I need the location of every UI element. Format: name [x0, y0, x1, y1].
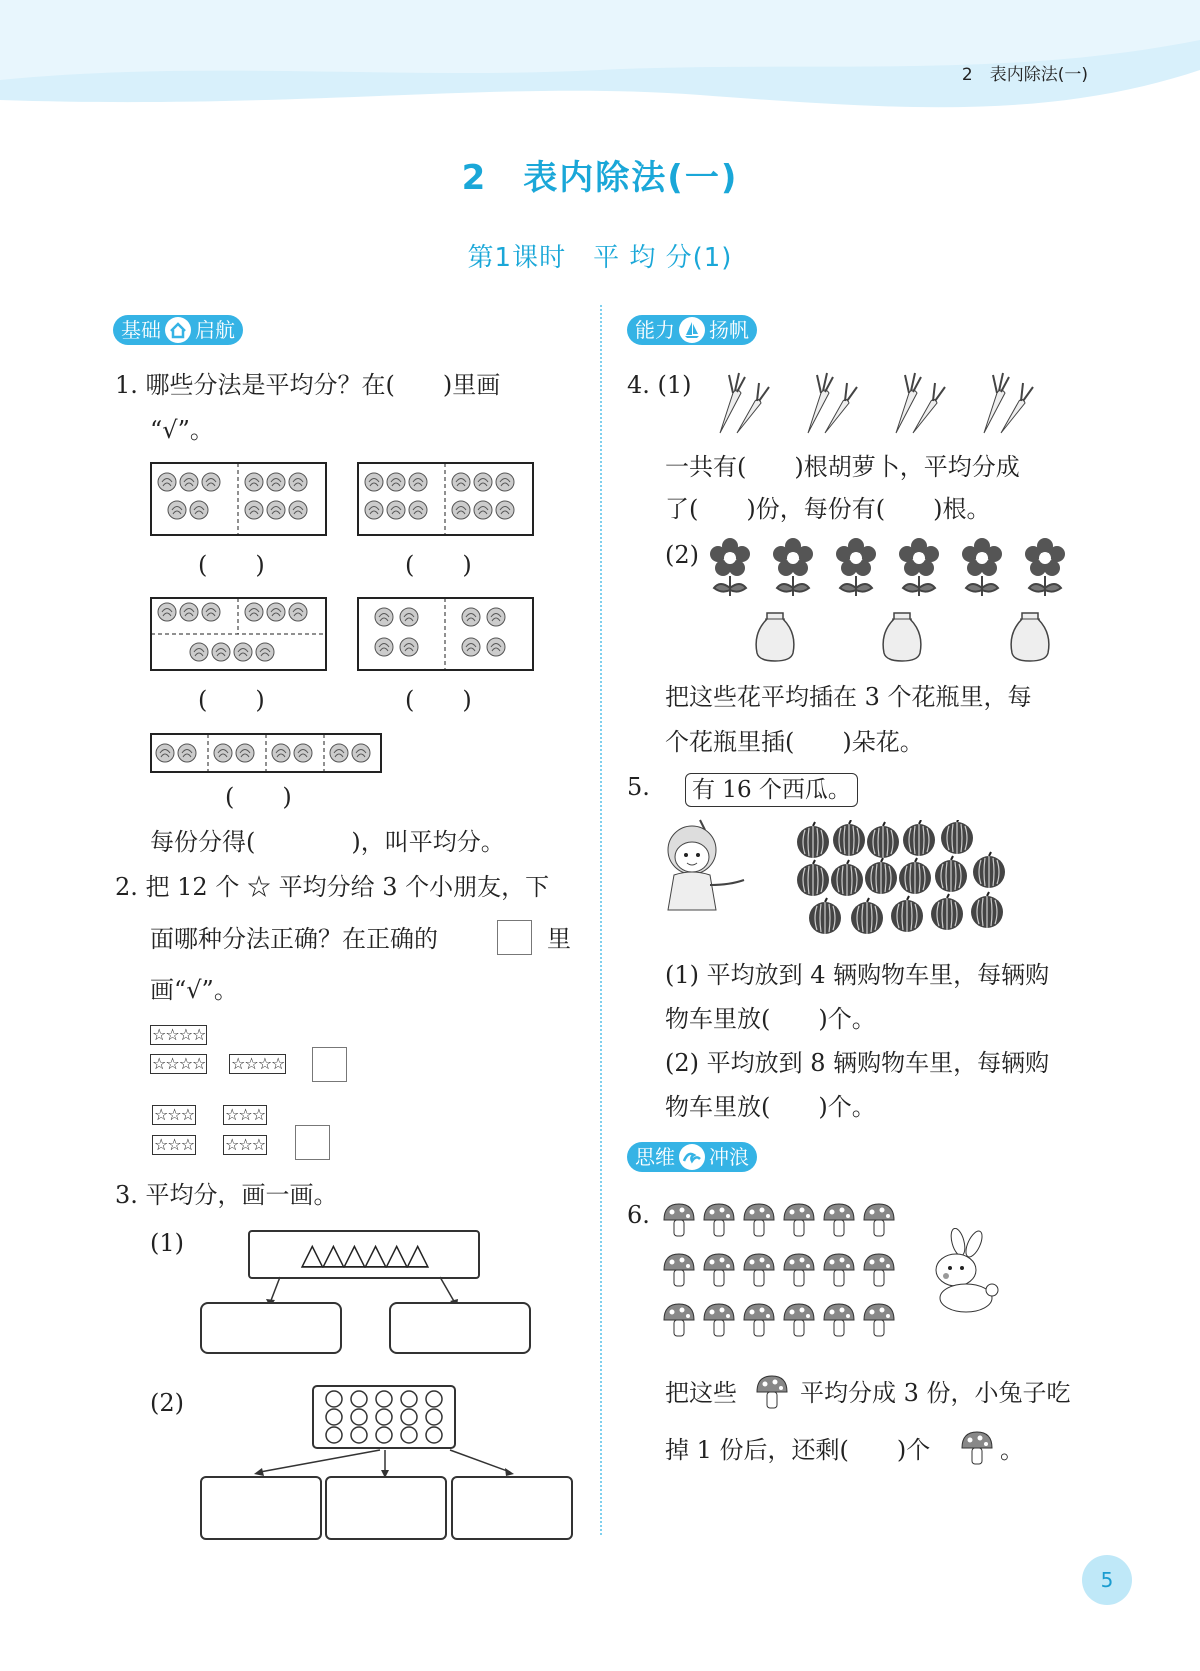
answer-paren[interactable]: ( )	[198, 551, 265, 579]
mushroom-icon	[753, 1372, 791, 1412]
section-badge-thinking	[627, 1142, 757, 1172]
section-badge-ability	[627, 315, 757, 345]
chapter-title: 2 表内除法(一)	[461, 158, 739, 198]
answer-paren[interactable]: ( )	[405, 551, 472, 579]
badge-label: 扬帆	[709, 318, 749, 342]
badge-label: 启航	[195, 318, 235, 342]
column-divider	[600, 305, 602, 1535]
star-group: ☆☆☆	[154, 1105, 195, 1124]
q4-text: 了( )份，每份有( )根。	[665, 495, 991, 523]
wave-icon	[679, 1144, 705, 1170]
q4-text: 一共有( )根胡萝卜，平均分成	[665, 453, 1020, 481]
q4-part-label: (2)	[665, 541, 699, 569]
q3-text: 3. 平均分，画一画。	[115, 1181, 338, 1209]
lesson-title: 第1课时 平 均 分(1)	[467, 243, 733, 273]
triangle-box: △△△△△△	[248, 1230, 480, 1279]
mushroom-icon	[958, 1428, 996, 1468]
q5-number: 5.	[627, 773, 650, 801]
home-icon	[165, 317, 191, 343]
badge-label: 基础	[121, 318, 161, 342]
speech-bubble: 有 16 个西瓜。	[685, 773, 858, 807]
running-header: 2 表内除法(一)	[961, 65, 1088, 85]
q3-part-label: (2)	[150, 1389, 184, 1417]
rabbit-illustration	[918, 1228, 1003, 1318]
sailboat-icon	[679, 317, 705, 343]
watermelons	[795, 820, 1025, 940]
star-group: ☆☆☆	[225, 1105, 266, 1124]
q5-text: (1) 平均放到 4 辆购物车里，每辆购	[665, 961, 1050, 989]
q6-text: 平均分成 3 份，小兔子吃	[800, 1379, 1071, 1407]
q4-text: 把这些花平均插在 3 个花瓶里，每	[665, 683, 1032, 711]
mushrooms	[660, 1202, 910, 1347]
answer-paren[interactable]: ( )	[198, 686, 265, 714]
q2-text: 2. 把 12 个 ☆ 平均分给 3 个小朋友，下	[115, 873, 550, 901]
star-group: ☆☆☆☆	[152, 1025, 206, 1044]
q6-text: 。	[1000, 1436, 1024, 1464]
q1-figures	[150, 462, 540, 782]
section-badge-basic	[113, 315, 243, 345]
answer-box[interactable]	[451, 1476, 573, 1540]
star-group: ☆☆☆☆	[231, 1054, 285, 1073]
badge-label: 冲浪	[709, 1145, 749, 1169]
q1-text: 1. 哪些分法是平均分？在( )里画	[115, 371, 501, 399]
q4-part-label: 4. (1)	[627, 371, 692, 399]
q6-number: 6.	[627, 1201, 650, 1229]
q5-text: 物车里放( )个。	[665, 1093, 876, 1121]
star-group: ☆☆☆	[225, 1135, 266, 1154]
answer-paren[interactable]: ( )	[225, 783, 292, 811]
page-number: 5	[1082, 1555, 1132, 1605]
answer-box[interactable]	[312, 1047, 347, 1082]
answer-box[interactable]	[325, 1476, 447, 1540]
answer-box[interactable]	[389, 1302, 531, 1354]
answer-box[interactable]	[295, 1125, 330, 1160]
q2-text: 里	[547, 925, 571, 953]
answer-box[interactable]	[497, 920, 532, 955]
answer-box[interactable]	[200, 1302, 342, 1354]
q2-text: 画“√”。	[150, 976, 238, 1004]
q3-part-label: (1)	[150, 1229, 184, 1257]
star-group: ☆☆☆	[154, 1135, 195, 1154]
answer-box[interactable]	[200, 1476, 322, 1540]
carrots	[715, 365, 1055, 440]
q2-text: 面哪种分法正确？在正确的	[150, 925, 438, 953]
q5-text: 物车里放( )个。	[665, 1005, 876, 1033]
q1-text: “√”。	[150, 416, 214, 444]
circle-box	[312, 1385, 457, 1450]
girl-illustration	[660, 805, 760, 915]
flowers-and-vases	[710, 538, 1090, 668]
answer-paren[interactable]: ( )	[405, 686, 472, 714]
q6-text: 把这些	[665, 1379, 737, 1407]
badge-label: 思维	[635, 1145, 675, 1169]
star-group: ☆☆☆☆	[152, 1054, 206, 1073]
q1-conclusion: 每份分得( )，叫平均分。	[150, 828, 505, 856]
q5-text: (2) 平均放到 8 辆购物车里，每辆购	[665, 1049, 1050, 1077]
q6-text: 掉 1 份后，还剩( )个	[665, 1436, 931, 1464]
q4-text: 个花瓶里插( )朵花。	[665, 728, 924, 756]
badge-label: 能力	[635, 318, 675, 342]
